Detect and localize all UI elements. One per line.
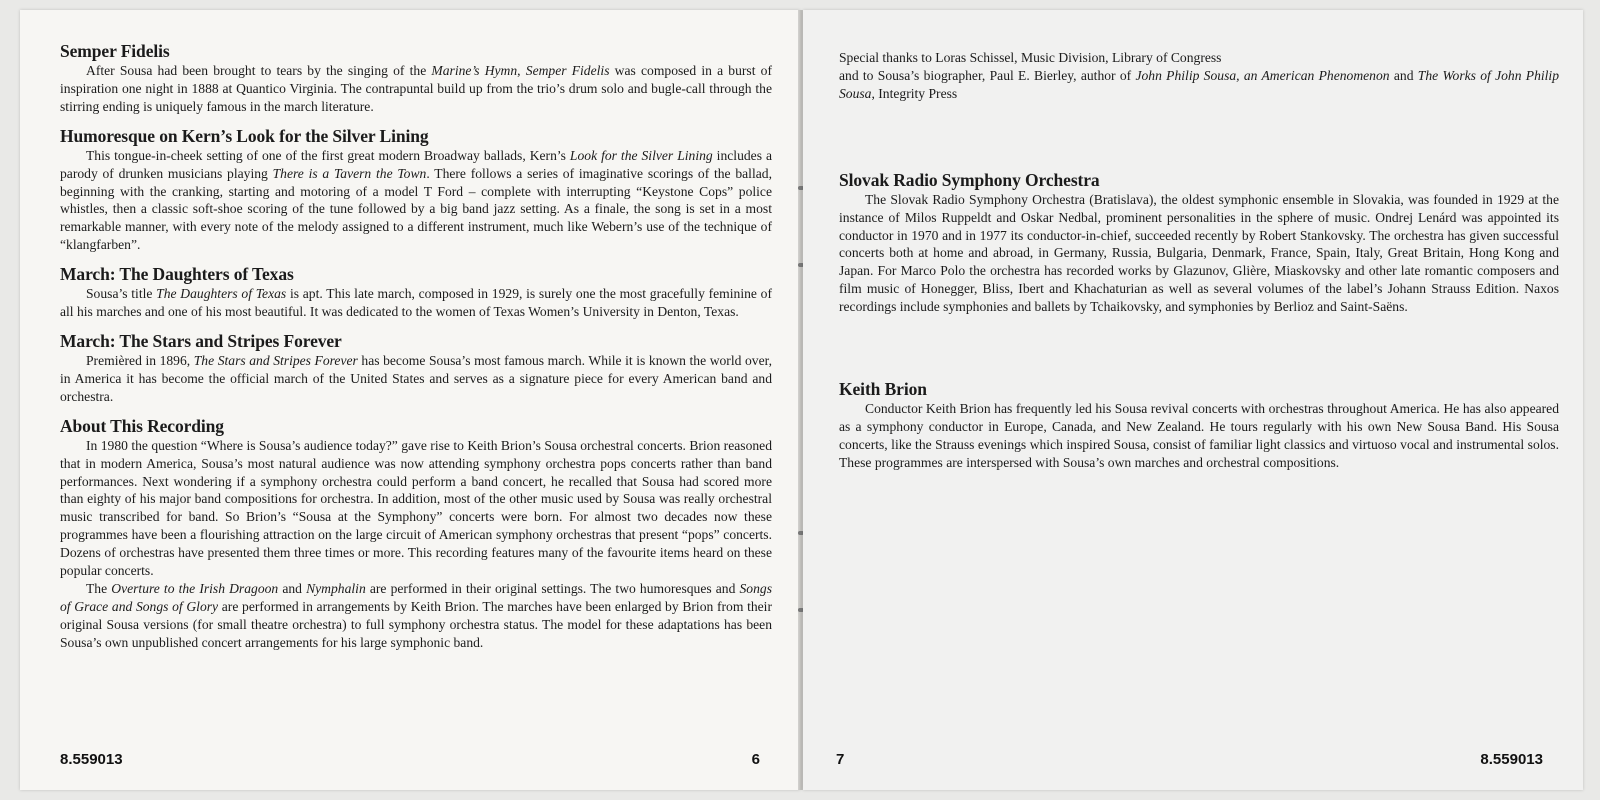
acknowledgements: Special thanks to Loras Schissel, Music Division, Library of Congress and to Sousa’s biographer, Paul E. Bierley, author of John Philip Sousa, an American Phenomenon and The Works of John Philip Sousa, Integrity Press	[839, 50, 1560, 101]
right-page-content	[839, 49, 1559, 481]
italic-title: The Daughters of Texas	[156, 286, 287, 302]
section-slovak-radio-symphony	[839, 169, 1559, 316]
italic-title: The Works of John Philip Sousa	[839, 67, 1560, 101]
italic-title: John Philip Sousa, an American Phenomenon	[1135, 67, 1390, 83]
section-heading: Humoresque on Kern’s Look for the Silver Lining	[60, 125, 429, 146]
italic-title: There is a Tavern the Town	[272, 165, 427, 181]
section-paragraph: Sousa’s title The Daughters of Texas is apt. This late march, composed in 1929, is surely one the most gracefully feminine of all his marches and one of his most beautiful. It was dedicated to the women of Texas Women’s University in Denton, Texas.	[60, 286, 772, 320]
left-page-content	[60, 40, 772, 661]
section-heading: About This Recording	[60, 415, 224, 436]
section-heading: Slovak Radio Symphony Orchestra	[839, 169, 1100, 190]
left-page	[20, 10, 800, 790]
page-number: 6	[751, 751, 760, 768]
section-heading: March: The Daughters of Texas	[60, 264, 294, 285]
section-paragraph: The Overture to the Irish Dragoon and Nymphalin are performed in their original settings. The two humoresques and Songs of Grace and Songs of Glory are performed in arrangements by Keith Brion. The marches have been enlarged by Brion from their original Sousa versions (for small theatre orchestra) to full symphony orchestra status. The model for these adaptations has been Sousa’s own unpublished concert arrangements for his large symphonic band.	[60, 580, 772, 650]
section-about-this-recording	[60, 415, 772, 652]
section-heading: Keith Brion	[839, 379, 927, 400]
catalog-number: 8.559013	[60, 751, 123, 768]
right-page	[803, 10, 1583, 790]
italic-title: Nymphalin	[306, 580, 366, 596]
section-paragraph: In 1980 the question “Where is Sousa’s audience today?” gave rise to Keith Brion’s Sousa orchestral concerts. Brion reasoned that in modern America, Sousa’s most natural audience was now attending symphony orchestra pops concerts rather than band performances. Next wondering if a symphony orchestra could perform a band concert, he recalled that Sousa had scored more than eighty of his major band compositions for orchestra. In addition, most of the other music used by Sousa was really orchestral music transcribed for band. So Brion’s “Sousa at the Symphony” concerts were born. For almost two decades now these programmes have been a flourishing attraction on the large circuit of American symphony orchestras that present “pops” concerts. Dozens of orchestras have presented them three times or more. This recording features many of the favourite items heard on these popular concerts.	[60, 437, 772, 579]
catalog-number: 8.559013	[1480, 751, 1543, 768]
page-number: 7	[836, 751, 845, 768]
section-paragraph: This tongue-in-cheek setting of one of the first great modern Broadway ballads, Kern’s Look for the Silver Lining includes a parody of drunken musicians playing There is a Tavern the Town. There follows a series of imaginative scorings of the ballad, beginning with the cranking, starting and motoring of a model T Ford – complete with interrupting “Keystone Cops” police whistles, then a classic soft-shoe scoring of the tune followed by a big band jazz setting. As a finale, the song is set in a most remarkable manner, with every note of the melody assigned to a different instrument, much like Webern’s use of the technique of “klangfarben”.	[60, 147, 772, 253]
section-paragraph: Conductor Keith Brion has frequently led his Sousa revival concerts with orchestras throughout America. He has also appeared as a symphony conductor in Europe, Canada, and New Zealand. He tours regularly with his own New Sousa Band. His Sousa concerts, like the Strauss evenings which inspired Sousa, consist of familiar light classics and virtuoso vocal and instrumental solos. These programmes are interspersed with Sousa’s own marches and orchestral compositions.	[839, 401, 1559, 470]
section-paragraph: The Slovak Radio Symphony Orchestra (Bratislava), the oldest symphonic ensemble in Slovakia, was founded in 1929 at the instance of Milos Ruppeldt and Oskar Nedbal, prominent personalities in the sphere of music. Ondrej Lenárd was appointed its conductor in 1970 and in 1977 its conductor-in-chief, succeeded recently by Robert Stankovsky. The orchestra has given successful concerts both at home and abroad, in Germany, Russia, Bulgaria, Denmark, France, Spain, Italy, Great Britain, Hong Kong and Japan. For Marco Polo the orchestra has recorded works by Glazunov, Glière, Miaskovsky and other late romantic composers and film music of Honegger, Bliss, Ibert and Khachaturian as well as several volumes of the label’s Johann Strauss Edition. Naxos recordings include symphonies and ballets by Tchaikovsky, and symphonies by Berlioz and Saint-Saëns.	[839, 191, 1559, 315]
section-heading: Semper Fidelis	[60, 41, 170, 61]
section-paragraph: After Sousa had been brought to tears by the singing of the Marine’s Hymn, Semper Fidelis was composed in a burst of inspiration one night in 1888 at Quantico Virginia. The contrapuntal build up from the trio’s drum solo and bugle-call through the stirring ending is uniquely famous in the march literature.	[60, 63, 773, 114]
italic-title: Overture to the Irish Dragoon	[111, 580, 279, 596]
section-humoresque-kern	[60, 125, 772, 254]
section-semper-fidelis	[60, 40, 772, 116]
section-stars-and-stripes	[60, 330, 772, 406]
italic-title: The Stars and Stripes Forever	[193, 352, 358, 368]
section-daughters-of-texas	[60, 263, 772, 321]
italic-title: Songs of Grace and Songs of Glory	[60, 580, 772, 614]
italic-title: Look for the Silver Lining	[569, 147, 713, 163]
section-heading: March: The Stars and Stripes Forever	[60, 330, 342, 351]
italic-title: Semper Fidelis	[525, 63, 610, 78]
section-paragraph: Premièred in 1896, The Stars and Stripes Forever has become Sousa’s most famous march. While it is known the world over, in America it has become the official march of the United States and serves as a signature piece for every American band and orchestra.	[60, 352, 772, 404]
section-keith-brion	[839, 378, 1559, 472]
italic-title: Marine’s Hymn	[431, 63, 518, 78]
